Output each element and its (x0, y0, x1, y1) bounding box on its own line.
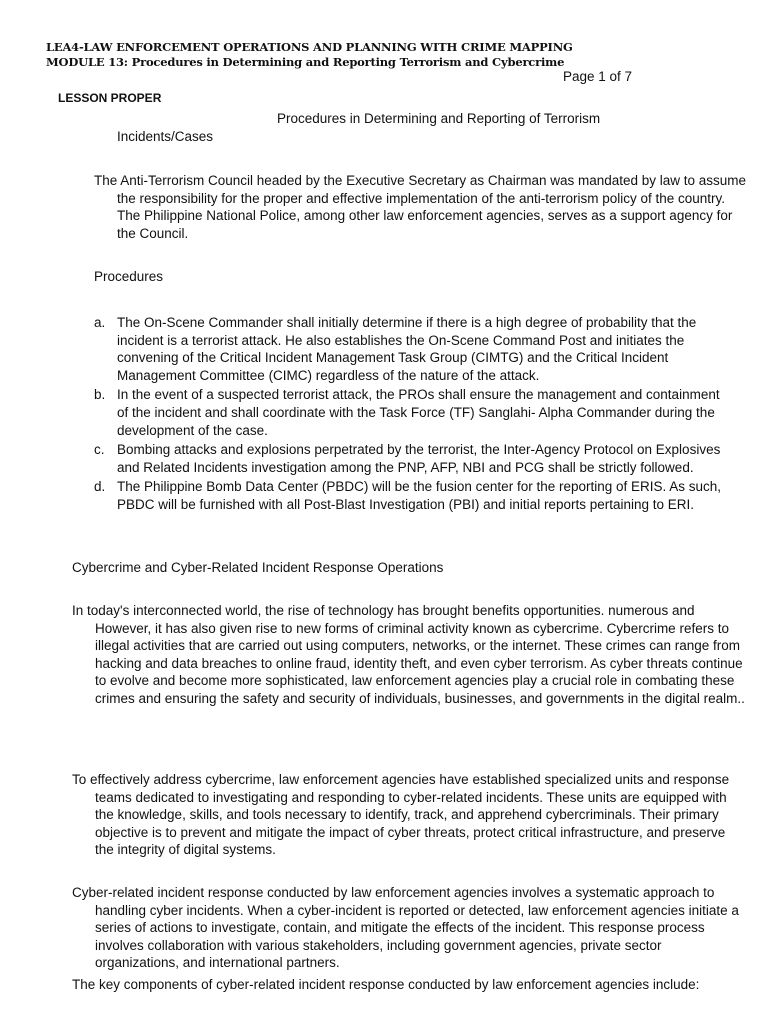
list-item (94, 386, 734, 439)
procedures-list (94, 314, 734, 516)
cyber-paragraph-1: In today's interconnected world, the rise of technology has brought benefits opportunities. numerous and However, it has also given rise to new forms of criminal activity known as cybercrime. Cybercrime refers to illegal activities that are carried out using computers, networks, or the internet. These crimes can range from hacking and data breaches to online fraud, identity theft, and even cyber terrorism. As cyber threats continue to evolve and become more sophisticated, law enforcement agencies play a crucial role in combating these crimes and ensuring the safety and security of individuals, businesses, and governments in the digital realm.. (72, 603, 745, 706)
procedures-heading: Procedures (94, 269, 164, 284)
module-title: MODULE 13: Procedures in Determining and Reporting Terrorism and Cybercrime (46, 55, 565, 69)
list-item-text: In the event of a suspected terrorist attack, the PROs shall ensure the management and containment of the incident and shall coordinate with the Task Force (TF) Sanglahi- Alpha Commander during the development of the case. (117, 387, 720, 438)
intro-paragraph: The Anti-Terrorism Council headed by the Executive Secretary as Chairman was mandated by law to assume the responsibility for the proper and effective implementation of the anti-terrorism policy of the country. The Philippine National Police, among other law enforcement agencies, serves as a support agency for the Council. (94, 173, 747, 241)
list-marker: a. (94, 315, 106, 330)
course-title: LEA4-LAW ENFORCEMENT OPERATIONS AND PLANNING WITH CRIME MAPPING (46, 40, 573, 54)
list-item (94, 478, 734, 513)
cyber-paragraph-4: The key components of cyber-related incident response conducted by law enforcement agencies include: (72, 977, 700, 992)
lesson-label: LESSON PROPER (58, 91, 162, 105)
list-marker: d. (94, 479, 106, 495)
page-number: Page 1 of 7 (563, 69, 633, 84)
cyber-paragraph-2: To effectively address cybercrime, law enforcement agencies have established specialized units and response teams dedicated to investigating and responding to cyber-related incidents. These units are equipped with the knowledge, skills, and tools necessary to identify, track, and apprehend cybercriminals. Their primary objective is to prevent and mitigate the impact of cyber threats, protect critical infrastructure, and preserve the integrity of digital systems. (72, 772, 730, 858)
list-item (94, 314, 734, 384)
list-item-text: Bombing attacks and explosions perpetrated by the terrorist, the Inter-Agency Protocol on Explosives and Related Incidents investigation among the PNP, AFP, NBI and PCG shall be strictly followed. (117, 442, 721, 475)
list-marker: b. (94, 387, 106, 403)
list-item-text: The Philippine Bomb Data Center (PBDC) will be the fusion center for the reporting of ERIS. As such, PBDC will be furnished with all Post-Blast Investigation (PBI) and initial reports pertaining to ERI. (117, 479, 722, 512)
list-item-text: The On-Scene Commander shall initially determine if there is a high degree of probability that the incident is a terrorist attack. He also establishes the On-Scene Command Post and initiates the convening of the Critical Incident Management Task Group (CIMTG) and the Critical Incident Management Committee (CIMC) regardless of the nature of the attack. (117, 315, 697, 383)
list-marker: c. (94, 442, 105, 458)
topic-title-line2: Incidents/Cases (117, 129, 214, 144)
topic-title-line1: Procedures in Determining and Reporting of Terrorism (277, 111, 601, 126)
cyber-section-heading: Cybercrime and Cyber-Related Incident Response Operations (72, 560, 444, 575)
list-item (94, 441, 734, 476)
cyber-paragraph-3: Cyber-related incident response conducted by law enforcement agencies involves a systematic approach to handling cyber incidents. When a cyber-incident is reported or detected, law enforcement agencies initiate a series of actions to investigate, contain, and mitigate the effects of the incident. This response process involves collaboration with various stakeholders, including government agencies, private sector organizations, and international partners. (72, 885, 739, 971)
